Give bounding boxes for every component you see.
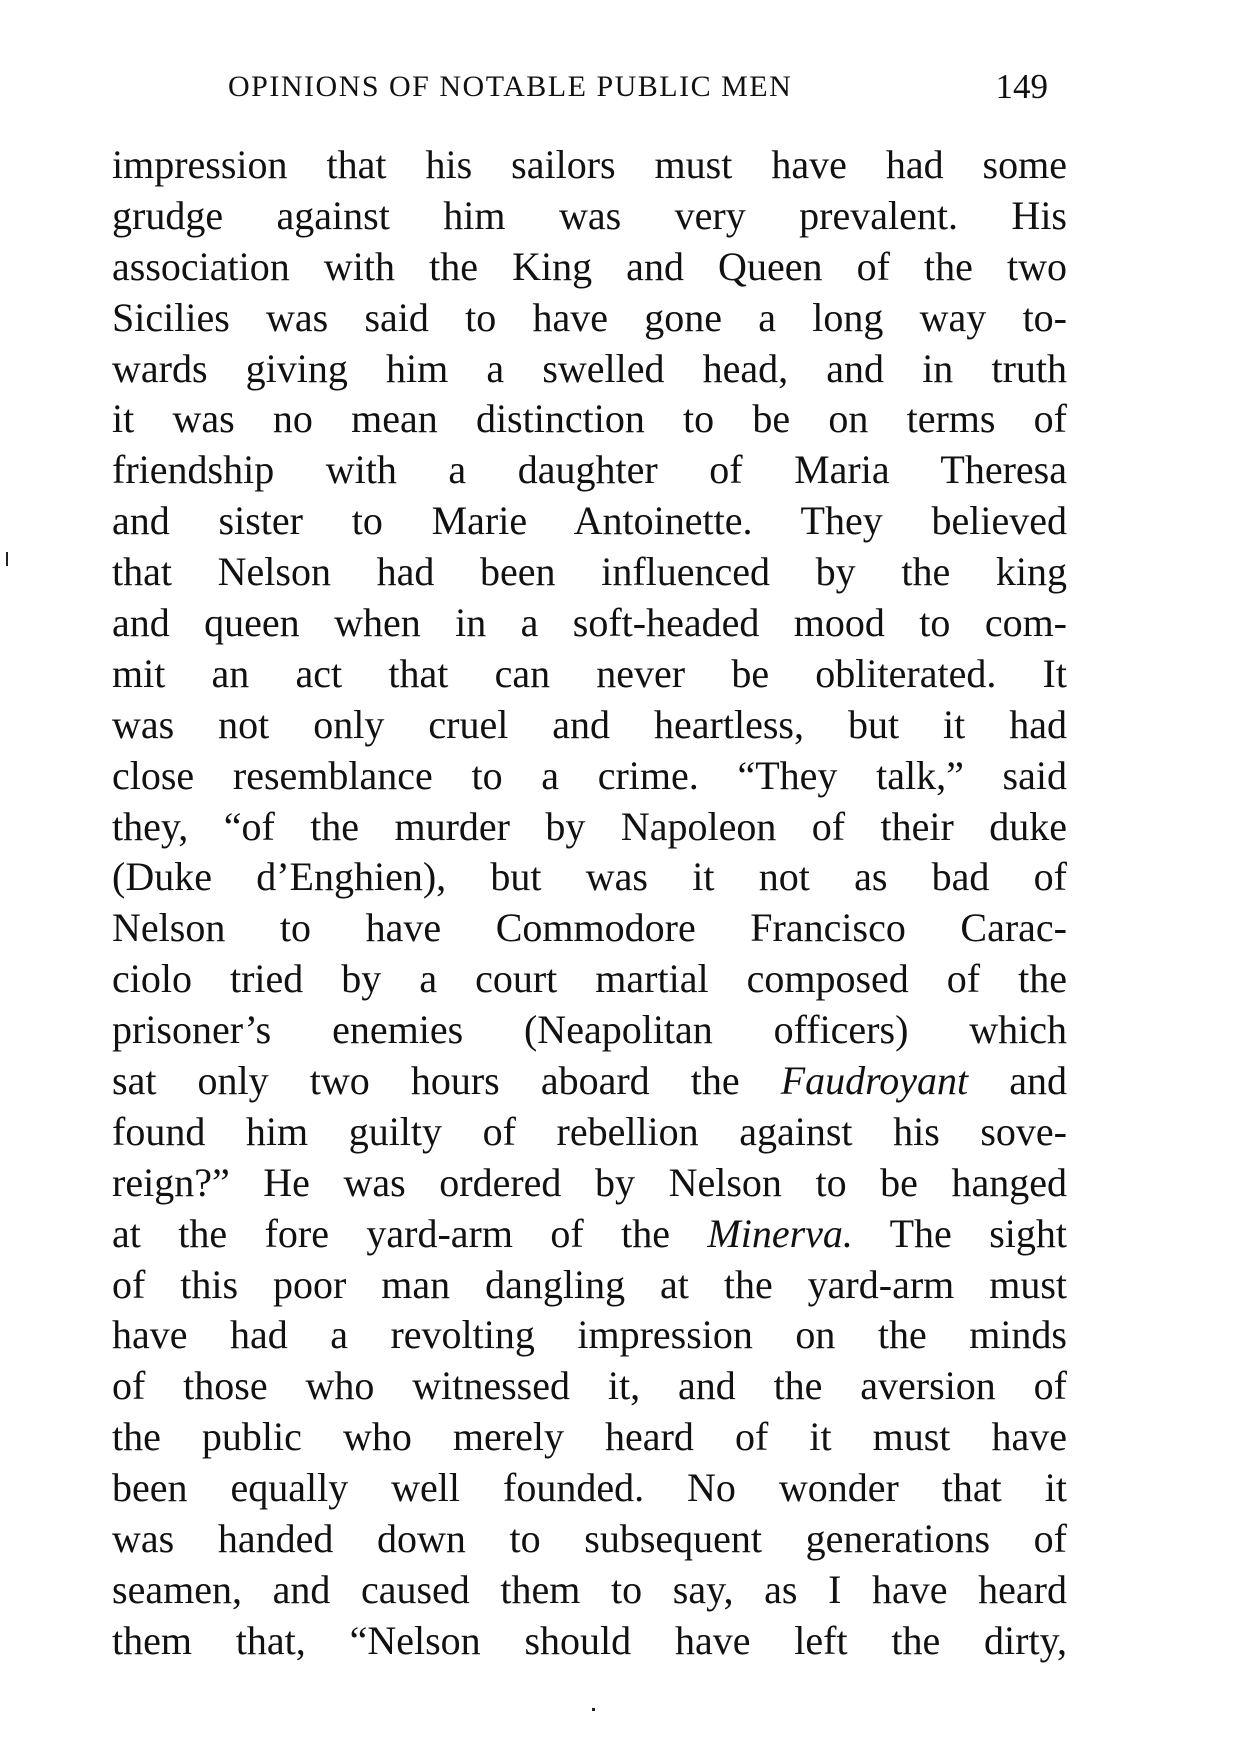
text-line: close resemblance to a crime. “They talk,” said	[112, 752, 1067, 798]
text-line: and queen when in a soft-headed mood to com-	[112, 600, 1067, 646]
body-text	[112, 140, 1067, 1667]
text-line: ciolo tried by a court martial composed of the	[112, 956, 1067, 1002]
text-line: of those who witnessed it, and the aversion of	[112, 1363, 1067, 1409]
line-segment: sat only two hours aboard the	[112, 1058, 781, 1104]
text-line: impression that his sailors must have had some	[112, 142, 1067, 187]
text-line: (Duke d’Enghien), but was it not as bad of	[112, 854, 1067, 900]
text-line: have had a revolting impression on the minds	[112, 1312, 1067, 1358]
text-line: found him guilty of rebellion against his sove-	[112, 1108, 1067, 1154]
text-line: wards giving him a swelled head, and in truth	[112, 345, 1067, 391]
text-line: was not only cruel and heartless, but it had	[112, 701, 1067, 747]
text-line: been equally well founded. No wonder that it	[112, 1465, 1067, 1511]
scan-speck	[592, 1708, 595, 1711]
ship-name-italic: Faudroyant	[780, 1058, 969, 1104]
text-line: Sicilies was said to have gone a long way to-	[112, 294, 1067, 340]
text-line: that Nelson had been influenced by the king	[112, 549, 1067, 595]
text-line: mit an act that can never be obliterated. It	[112, 650, 1067, 696]
text-line: association with the King and Queen of the two	[112, 243, 1067, 289]
text-line: seamen, and caused them to say, as I have heard	[112, 1566, 1067, 1612]
page-header	[228, 62, 1048, 112]
ship-name-italic: Minerva.	[707, 1210, 853, 1256]
line-segment: and	[968, 1058, 1067, 1104]
text-line: them that, “Nelson should have left the dirty,	[112, 1617, 1067, 1663]
text-line: they, “of the murder by Napoleon of their duke	[112, 803, 1067, 849]
text-line-with-italic	[112, 1056, 1067, 1107]
text-line: grudge against him was very prevalent. His	[112, 192, 1067, 238]
text-line-with-italic	[112, 1209, 1067, 1260]
scan-speck	[6, 552, 8, 566]
text-line: and sister to Marie Antoinette. They believed	[112, 498, 1067, 544]
text-line: reign?” He was ordered by Nelson to be hanged	[112, 1159, 1067, 1205]
text-line: it was no mean distinction to be on terms of	[112, 396, 1067, 442]
text-line: prisoner’s enemies (Neapolitan officers) which	[112, 1007, 1067, 1053]
text-line: of this poor man dangling at the yard-arm must	[112, 1261, 1067, 1307]
line-segment: at the fore yard-arm of the	[112, 1210, 708, 1256]
text-line: friendship with a daughter of Maria Theresa	[112, 447, 1067, 493]
running-head: OPINIONS OF NOTABLE PUBLIC MEN	[228, 70, 793, 103]
page-number: 149	[995, 67, 1048, 106]
line-segment: The sight	[852, 1210, 1067, 1256]
text-line: Nelson to have Commodore Francisco Carac-	[112, 905, 1067, 951]
text-line: was handed down to subsequent generations of	[112, 1516, 1067, 1562]
text-line: the public who merely heard of it must have	[112, 1414, 1067, 1460]
